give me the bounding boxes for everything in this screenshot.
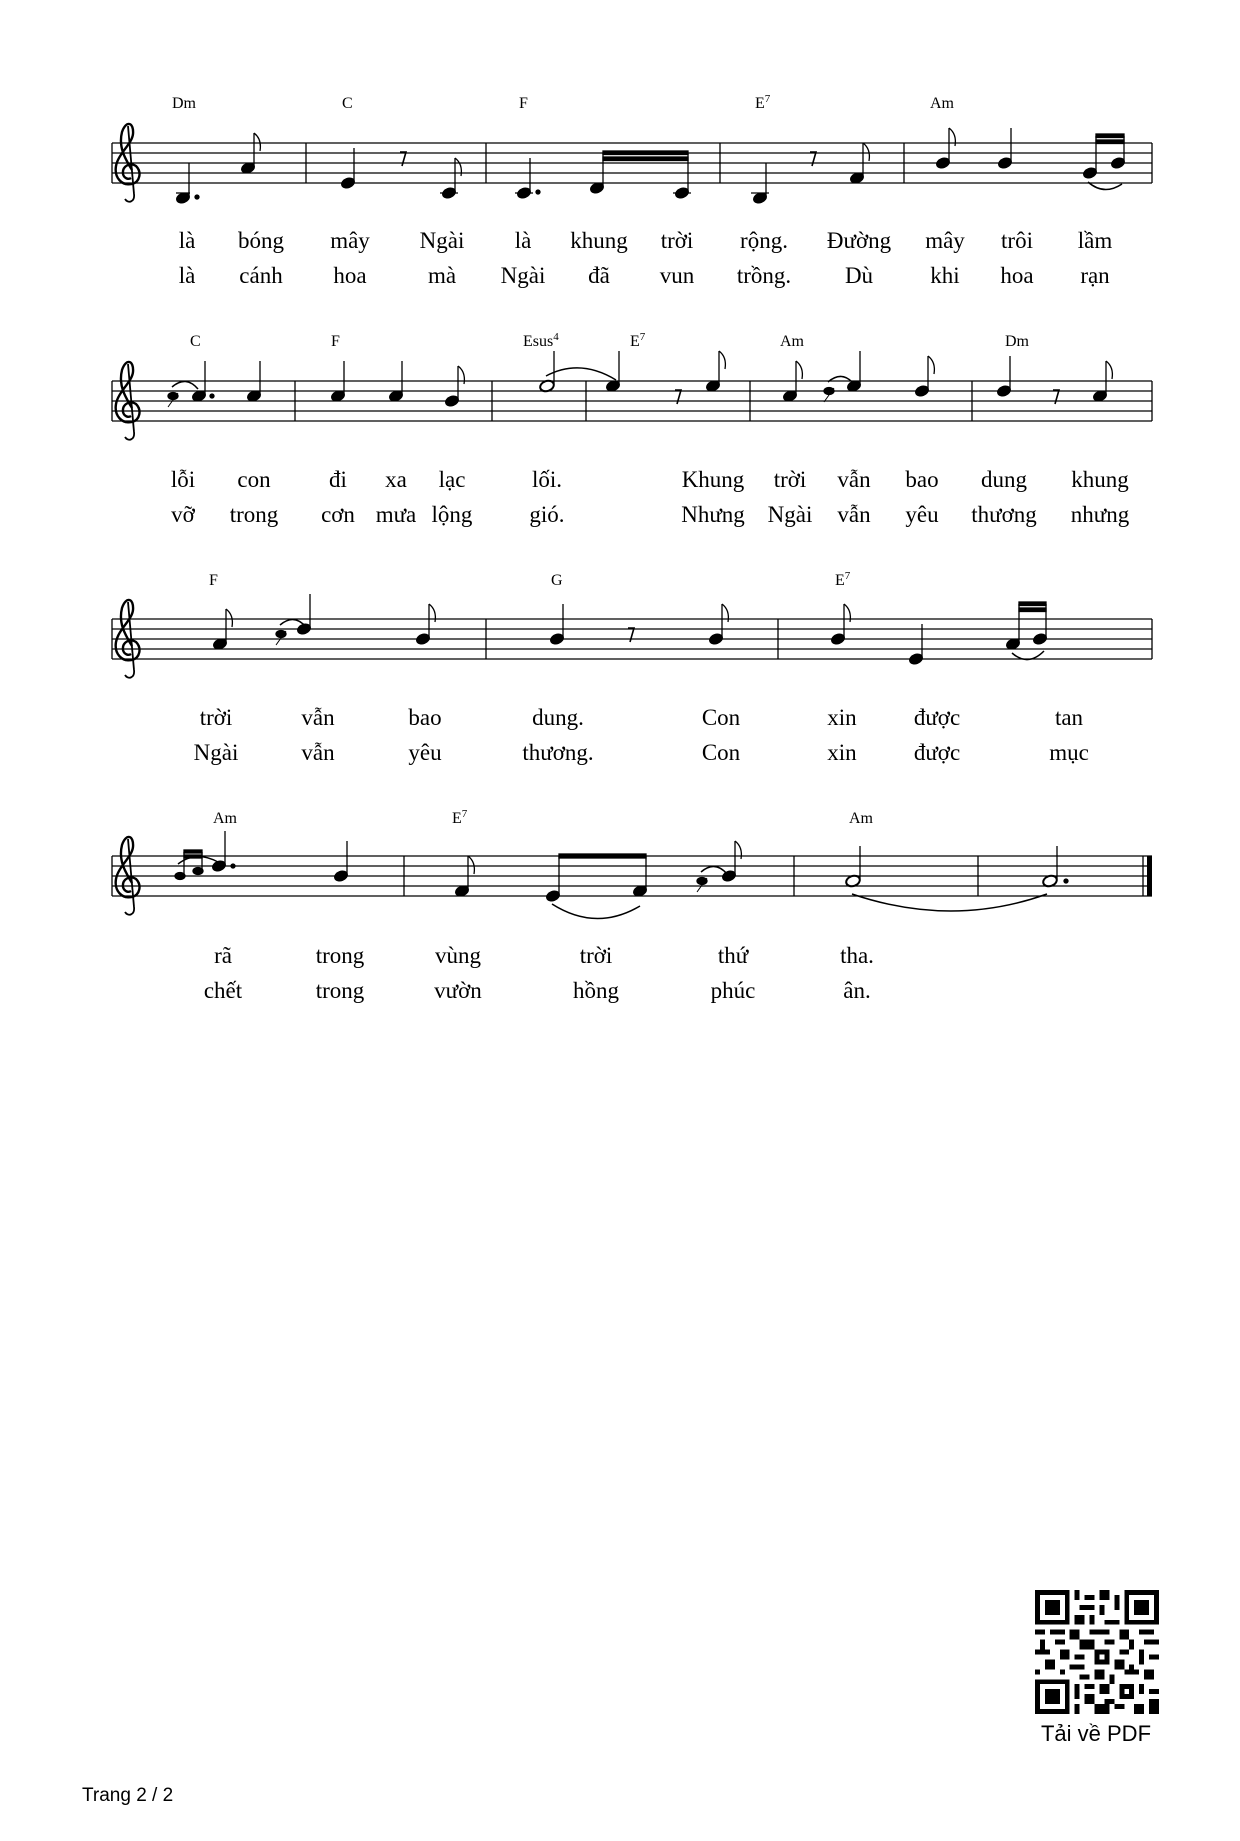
staff xyxy=(112,619,1152,659)
notes xyxy=(168,351,1112,407)
page-number: Trang 2 / 2 xyxy=(82,1785,174,1806)
chord-symbol: Am xyxy=(930,95,954,112)
lyrics-verse-2 xyxy=(194,740,1089,765)
lyric-syllable: trồng. xyxy=(736,263,792,288)
lyric-syllable: phúc xyxy=(710,978,756,1003)
chord-symbol: C xyxy=(342,95,353,112)
lyrics-verse-1 xyxy=(171,467,1129,492)
lyric-syllable: bao xyxy=(408,705,442,730)
lyric-syllable: khi xyxy=(930,263,960,288)
lyric-syllable: con xyxy=(237,467,271,492)
lyrics-verse-2 xyxy=(204,978,871,1003)
lyric-syllable: trời xyxy=(660,228,694,253)
lyric-syllable: vẫn xyxy=(837,467,871,492)
notes xyxy=(175,831,1068,919)
chord-symbol: F xyxy=(209,572,218,589)
lyric-syllable: hồng xyxy=(573,978,619,1003)
chord-symbol: Am xyxy=(213,810,237,827)
lyric-syllable: cánh xyxy=(239,263,283,288)
chord-symbol: $E^7$ xyxy=(835,570,851,589)
lyric-syllable: trong xyxy=(315,943,365,968)
chord-symbol: Am xyxy=(780,333,804,350)
lyric-syllable: được xyxy=(913,740,961,765)
lyric-syllable: lộng xyxy=(431,502,473,527)
chord-symbol: F xyxy=(519,95,528,112)
lyric-syllable: Con xyxy=(701,705,741,730)
system-3 xyxy=(112,570,1152,765)
lyric-syllable: cơn xyxy=(321,502,355,527)
chord-symbol: $E^7$ xyxy=(452,808,468,827)
lyric-syllable: là xyxy=(178,263,196,288)
lyric-syllable: ân. xyxy=(843,978,871,1003)
lyric-syllable: rã xyxy=(214,943,232,968)
lyric-syllable: mục xyxy=(1049,740,1089,765)
staff xyxy=(112,856,1152,896)
chord-symbol: G xyxy=(551,572,563,589)
chord-symbol: Am xyxy=(849,810,873,827)
lyric-syllable: dung. xyxy=(532,705,584,730)
system-4 xyxy=(112,808,1152,1003)
lyric-syllable: rộng. xyxy=(740,228,788,253)
download-pdf-link[interactable] xyxy=(1025,1590,1173,1747)
lyric-syllable: Ngài xyxy=(193,740,239,765)
lyric-syllable: hoa xyxy=(1000,263,1034,288)
lyric-syllable: được xyxy=(913,705,961,730)
lyric-syllable: gió. xyxy=(529,502,565,527)
lyric-syllable: là xyxy=(178,228,196,253)
lyric-syllable: nhưng xyxy=(1070,502,1130,527)
lyric-syllable: xin xyxy=(827,740,857,765)
lyric-syllable: bóng xyxy=(238,228,284,253)
chord-row xyxy=(213,808,874,827)
lyric-syllable: thương xyxy=(971,502,1037,527)
lyric-syllable: đi xyxy=(329,467,347,492)
lyric-syllable: Nhưng xyxy=(681,502,745,527)
lyric-syllable: Khung xyxy=(681,467,745,492)
chord-symbol: C xyxy=(190,333,201,350)
lyric-syllable: khung xyxy=(1071,467,1129,492)
lyric-syllable: lối. xyxy=(531,467,563,492)
chord-row xyxy=(172,93,955,112)
lyric-syllable: lỗi xyxy=(170,467,196,492)
lyric-syllable: là xyxy=(514,228,532,253)
lyric-syllable: dung xyxy=(981,467,1027,492)
lyric-syllable: lạc xyxy=(438,467,466,492)
lyric-syllable: tan xyxy=(1054,705,1084,730)
chord-symbol: Dm xyxy=(172,95,196,112)
lyric-syllable: hoa xyxy=(333,263,367,288)
lyric-syllable: Ngài xyxy=(419,228,465,253)
lyric-syllable: trong xyxy=(315,978,365,1003)
lyric-syllable: vỡ xyxy=(171,502,195,527)
lyric-syllable: trong xyxy=(229,502,279,527)
lyric-syllable: mây xyxy=(925,228,965,253)
lyric-syllable: trôi xyxy=(1001,228,1033,253)
notes xyxy=(212,594,1047,665)
lyric-syllable: mây xyxy=(330,228,370,253)
chord-symbol: F xyxy=(331,333,340,350)
lyric-syllable: vùng xyxy=(435,943,481,968)
lyrics-verse-2 xyxy=(179,263,1110,288)
lyric-syllable: trời xyxy=(773,467,807,492)
lyric-syllable: mưa xyxy=(375,502,417,527)
lyric-syllable: xa xyxy=(385,467,407,492)
lyric-syllable: Ngài xyxy=(767,502,813,527)
lyric-syllable: lầm xyxy=(1077,228,1113,253)
staff xyxy=(112,143,1152,183)
lyrics-verse-1 xyxy=(214,943,874,968)
lyric-syllable: đã xyxy=(588,263,610,288)
lyric-syllable: thứ xyxy=(717,943,749,968)
lyrics-verse-2 xyxy=(171,502,1130,527)
system-1 xyxy=(112,93,1152,288)
lyric-syllable: vườn xyxy=(434,978,482,1003)
notes xyxy=(175,128,1125,204)
lyrics-verse-1 xyxy=(179,228,1113,253)
lyrics-verse-1 xyxy=(200,705,1084,730)
lyric-syllable: rạn xyxy=(1080,263,1110,288)
lyric-syllable: vun xyxy=(659,263,695,288)
chord-symbol: Esus$^4$ xyxy=(523,331,559,350)
lyric-syllable: yêu xyxy=(408,740,442,765)
lyric-syllable: Con xyxy=(701,740,741,765)
chord-symbol: Dm xyxy=(1005,333,1029,350)
lyric-syllable: yêu xyxy=(905,502,939,527)
lyric-syllable: trời xyxy=(579,943,613,968)
lyric-syllable: chết xyxy=(203,978,243,1003)
lyric-syllable: bao xyxy=(905,467,939,492)
lyric-syllable: thương. xyxy=(522,740,594,765)
lyric-syllable: tha. xyxy=(840,943,874,968)
lyric-syllable: Ngài xyxy=(500,263,546,288)
staff xyxy=(112,381,1152,421)
lyric-syllable: khung xyxy=(570,228,628,253)
chord-symbol: $E^7$ xyxy=(755,93,771,112)
chord-row xyxy=(190,331,1030,350)
lyric-syllable: vẫn xyxy=(301,705,335,730)
chord-row xyxy=(209,570,851,589)
lyric-syllable: mà xyxy=(427,263,457,288)
chord-symbol: $E^7$ xyxy=(630,331,646,350)
system-2 xyxy=(112,331,1152,527)
qr-code-icon[interactable] xyxy=(1035,1590,1159,1714)
lyric-syllable: Đường xyxy=(826,228,892,253)
lyric-syllable: vẫn xyxy=(301,740,335,765)
download-pdf-label[interactable]: Tải về PDF xyxy=(1040,1721,1152,1746)
lyric-syllable: trời xyxy=(199,705,233,730)
lyric-syllable: xin xyxy=(827,705,857,730)
lyric-syllable: Dù xyxy=(844,263,874,288)
lyric-syllable: vẫn xyxy=(837,502,871,527)
